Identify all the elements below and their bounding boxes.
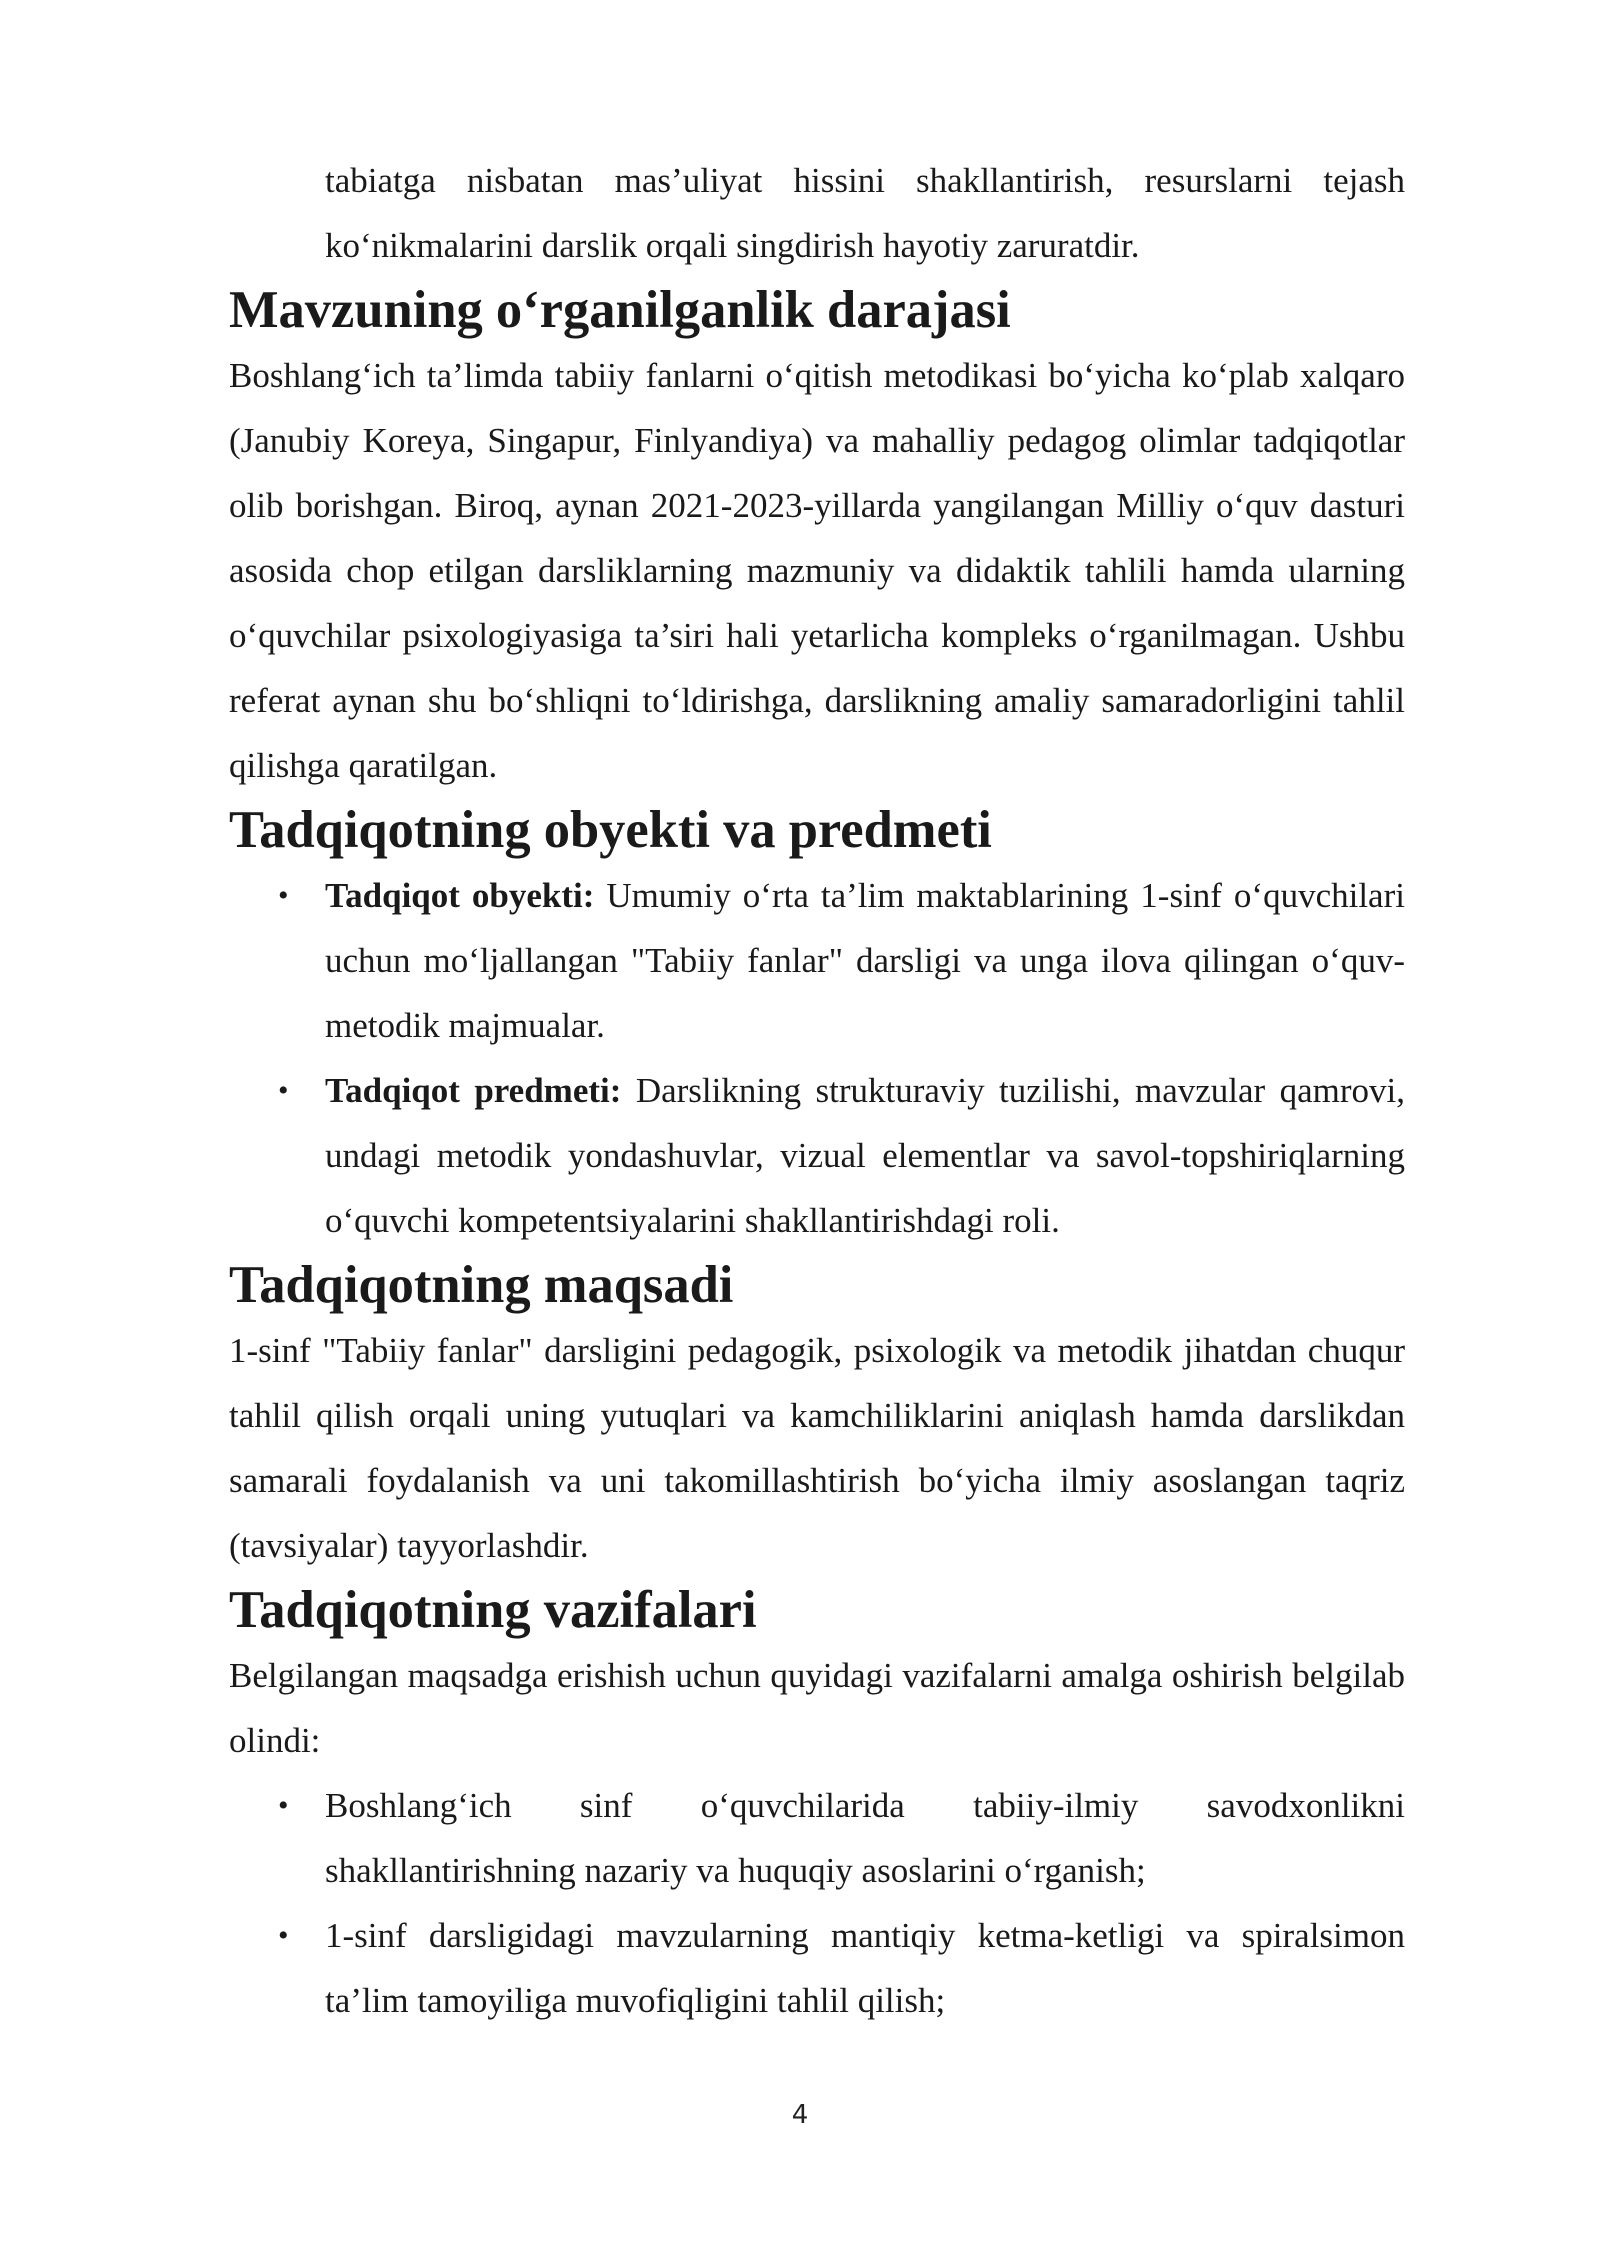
list-item-text: 1-sinf darsligidagi mavzularning mantiqiy ketma-ketligi va spiralsimon ta’lim tamoyiliga muvofiqligini tahlil qilish; bbox=[325, 1916, 1405, 2020]
list-item bbox=[229, 1058, 1405, 1253]
list-item bbox=[229, 1903, 1405, 2033]
list-item bbox=[229, 863, 1405, 1058]
bullet-icon: • bbox=[278, 1074, 289, 1107]
section-heading-tasks: Tadqiqotning vazifalari bbox=[229, 1581, 757, 1639]
study-level-paragraph: Boshlang‘ich ta’limda tabiiy fanlarni o‘qitish metodikasi bo‘yicha ko‘plab xalqaro (Janubiy Koreya, Singapur, Finlyandiya) va mahalliy pedagog olimlar tadqiqotlar olib borishgan. Biroq, aynan 2021-2023-yillarda yangilangan Milliy o‘quv dasturi asosida chop etilgan darsliklarning mazmuniy va didaktik tahlili hamda ularning o‘quvchilar psixologiyasiga ta’siri hali yetarlicha kompleks o‘rganilmagan. Ushbu referat aynan shu bo‘shliqni to‘ldirishga, darslikning amaliy samaradorligini tahlil qilishga qaratilgan. bbox=[229, 356, 1405, 785]
goal-paragraph: 1-sinf "Tabiiy fanlar" darsligini pedagogik, psixologik va metodik jihatdan chuqur tahlil qilish orqali uning yutuqlari va kamchiliklarini aniqlash hamda darslikdan samarali foydalanish va uni takomillashtirish bo‘yicha ilmiy asoslangan taqriz (tavsiyalar) tayyorlashdir. bbox=[229, 1331, 1405, 1565]
section-heading-goal: Tadqiqotning maqsadi bbox=[229, 1256, 734, 1314]
list-item-term: Tadqiqot obyekti: bbox=[325, 876, 595, 915]
section-heading-study-level: Mavzuning o‘rganilganlik darajasi bbox=[229, 281, 1011, 339]
list-item-text: Boshlang‘ich sinf o‘quvchilarida tabiiy-ilmiy savodxonlikni shakllantirishning nazariy va huquqiy asoslarini o‘rganish; bbox=[325, 1786, 1405, 1890]
page-number: 4 bbox=[791, 2100, 809, 2130]
list-item-text: Umumiy o‘rta ta’lim maktablarining 1-sinf o‘quvchilari uchun mo‘ljallangan "Tabiiy fanlar" darsligi va unga ilova qilingan o‘quv-metodik majmualar. bbox=[325, 876, 1405, 1045]
intro-continuation-paragraph: tabiatga nisbatan mas’uliyat hissini shakllantirish, resurslarni tejash ko‘nikmalarini darslik orqali singdirish hayotiy zaruratdir. bbox=[325, 161, 1405, 265]
tasks-intro-paragraph: Belgilangan maqsadga erishish uchun quyidagi vazifalarni amalga oshirish belgilab olindi: bbox=[229, 1656, 1405, 1760]
document-page bbox=[229, 148, 1405, 2033]
bullet-icon: • bbox=[278, 1789, 289, 1822]
list-item bbox=[229, 1773, 1405, 1903]
section-heading-object-subject: Tadqiqotning obyekti va predmeti bbox=[229, 801, 992, 859]
bullet-icon: • bbox=[278, 879, 289, 912]
tasks-list bbox=[229, 1773, 1405, 2033]
bullet-icon: • bbox=[278, 1919, 289, 1952]
object-subject-list bbox=[229, 863, 1405, 1253]
list-item-term: Tadqiqot predmeti: bbox=[325, 1071, 622, 1110]
list-item-text: Darslikning strukturaviy tuzilishi, mavzular qamrovi, undagi metodik yondashuvlar, vizual elementlar va savol-topshiriqlarning o‘quvchi kompetentsiyalarini shakllantirishdagi roli. bbox=[325, 1071, 1405, 1240]
